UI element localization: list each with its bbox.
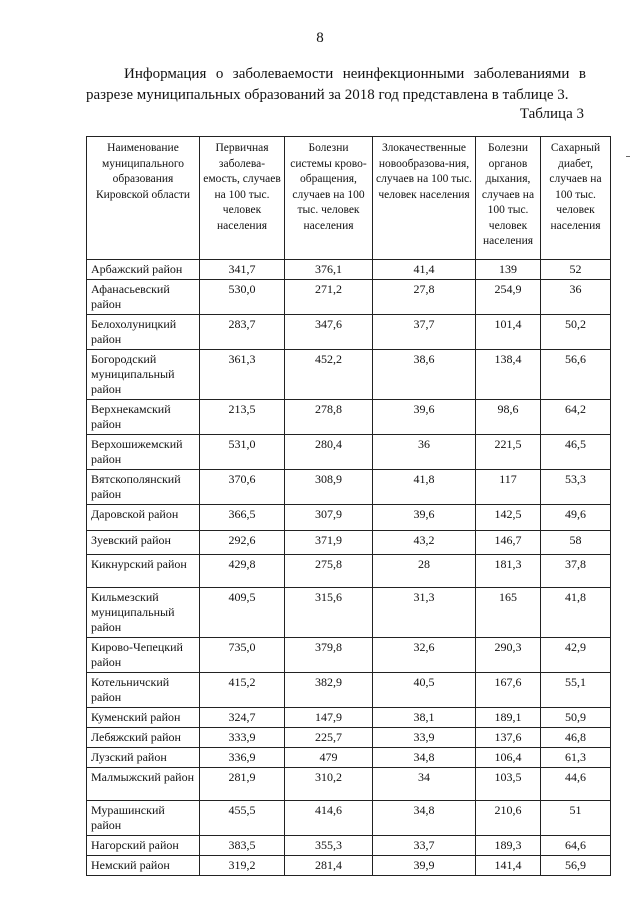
cell-neoplasms: 34,8 xyxy=(373,801,476,836)
cell-primary-morbidity: 283,7 xyxy=(200,315,285,350)
cell-municipality: Вятскополянский район xyxy=(87,470,200,505)
table-body xyxy=(87,260,611,876)
table-row xyxy=(87,801,611,836)
cell-municipality: Афанасьевский район xyxy=(87,280,200,315)
cell-municipality: Зуевский район xyxy=(87,531,200,555)
cell-circulatory: 307,9 xyxy=(285,505,373,531)
cell-primary-morbidity: 415,2 xyxy=(200,673,285,708)
table-row xyxy=(87,708,611,728)
table-row xyxy=(87,260,611,280)
cell-neoplasms: 36 xyxy=(373,435,476,470)
intro-paragraph: Информация о заболеваемости неинфекционными заболеваниями в разрезе муниципальных образований за 2018 год представлена в таблице 3. xyxy=(86,66,586,103)
cell-primary-morbidity: 531,0 xyxy=(200,435,285,470)
cell-municipality: Богородский муниципальный район xyxy=(87,350,200,400)
scan-mark xyxy=(626,156,630,157)
cell-municipality: Немский район xyxy=(87,856,200,876)
cell-municipality: Даровской район xyxy=(87,505,200,531)
cell-circulatory: 147,9 xyxy=(285,708,373,728)
cell-circulatory: 280,4 xyxy=(285,435,373,470)
cell-diabetes: 55,1 xyxy=(541,673,611,708)
cell-respiratory: 106,4 xyxy=(476,748,541,768)
table-label: Таблица 3 xyxy=(519,106,584,122)
cell-municipality: Лузский район xyxy=(87,748,200,768)
cell-diabetes: 58 xyxy=(541,531,611,555)
cell-primary-morbidity: 366,5 xyxy=(200,505,285,531)
header-respiratory: Болезни органов дыхания, случаев на 100 тыс. человек населения xyxy=(476,137,541,260)
cell-diabetes: 56,9 xyxy=(541,856,611,876)
cell-circulatory: 414,6 xyxy=(285,801,373,836)
cell-circulatory: 355,3 xyxy=(285,836,373,856)
cell-primary-morbidity: 361,3 xyxy=(200,350,285,400)
cell-primary-morbidity: 281,9 xyxy=(200,768,285,801)
cell-neoplasms: 27,8 xyxy=(373,280,476,315)
cell-primary-morbidity: 213,5 xyxy=(200,400,285,435)
cell-respiratory: 254,9 xyxy=(476,280,541,315)
cell-neoplasms: 39,6 xyxy=(373,505,476,531)
cell-diabetes: 52 xyxy=(541,260,611,280)
cell-primary-morbidity: 324,7 xyxy=(200,708,285,728)
cell-respiratory: 117 xyxy=(476,470,541,505)
cell-municipality: Мурашинский район xyxy=(87,801,200,836)
cell-neoplasms: 33,7 xyxy=(373,836,476,856)
cell-neoplasms: 34,8 xyxy=(373,748,476,768)
header-municipality: Наименование муниципального образования Кировской области xyxy=(87,137,200,260)
table-row xyxy=(87,748,611,768)
cell-primary-morbidity: 383,5 xyxy=(200,836,285,856)
cell-circulatory: 281,4 xyxy=(285,856,373,876)
cell-diabetes: 44,6 xyxy=(541,768,611,801)
cell-municipality: Малмыжский район xyxy=(87,768,200,801)
cell-primary-morbidity: 336,9 xyxy=(200,748,285,768)
cell-respiratory: 221,5 xyxy=(476,435,541,470)
cell-primary-morbidity: 530,0 xyxy=(200,280,285,315)
cell-municipality: Нагорский район xyxy=(87,836,200,856)
table-row xyxy=(87,400,611,435)
cell-respiratory: 142,5 xyxy=(476,505,541,531)
cell-neoplasms: 37,7 xyxy=(373,315,476,350)
cell-diabetes: 64,2 xyxy=(541,400,611,435)
cell-municipality: Котельничский район xyxy=(87,673,200,708)
cell-municipality: Белохолуницкий район xyxy=(87,315,200,350)
page-number: 8 xyxy=(316,30,324,46)
table-row xyxy=(87,768,611,801)
cell-respiratory: 146,7 xyxy=(476,531,541,555)
cell-diabetes: 50,2 xyxy=(541,315,611,350)
cell-neoplasms: 38,1 xyxy=(373,708,476,728)
cell-neoplasms: 41,8 xyxy=(373,470,476,505)
cell-respiratory: 101,4 xyxy=(476,315,541,350)
cell-respiratory: 138,4 xyxy=(476,350,541,400)
cell-diabetes: 46,5 xyxy=(541,435,611,470)
table-row xyxy=(87,280,611,315)
header-primary-morbidity: Первичная заболева-емость, случаев на 100 тыс. человек населения xyxy=(200,137,285,260)
cell-circulatory: 275,8 xyxy=(285,555,373,588)
cell-respiratory: 137,6 xyxy=(476,728,541,748)
cell-primary-morbidity: 341,7 xyxy=(200,260,285,280)
header-neoplasms: Злокачественные новообразова-ния, случаев на 100 тыс. человек населения xyxy=(373,137,476,260)
table-row xyxy=(87,728,611,748)
cell-diabetes: 49,6 xyxy=(541,505,611,531)
cell-primary-morbidity: 333,9 xyxy=(200,728,285,748)
table-row xyxy=(87,470,611,505)
cell-circulatory: 278,8 xyxy=(285,400,373,435)
cell-circulatory: 310,2 xyxy=(285,768,373,801)
cell-neoplasms: 33,9 xyxy=(373,728,476,748)
cell-circulatory: 315,6 xyxy=(285,588,373,638)
table-row xyxy=(87,856,611,876)
cell-municipality: Верхнекамский район xyxy=(87,400,200,435)
table-row xyxy=(87,588,611,638)
header-circulatory: Болезни системы крово-обращения, случаев на 100 тыс. человек населения xyxy=(285,137,373,260)
cell-circulatory: 379,8 xyxy=(285,638,373,673)
cell-respiratory: 141,4 xyxy=(476,856,541,876)
cell-diabetes: 61,3 xyxy=(541,748,611,768)
cell-circulatory: 376,1 xyxy=(285,260,373,280)
table-row xyxy=(87,315,611,350)
cell-respiratory: 210,6 xyxy=(476,801,541,836)
cell-primary-morbidity: 429,8 xyxy=(200,555,285,588)
table-row xyxy=(87,836,611,856)
cell-neoplasms: 38,6 xyxy=(373,350,476,400)
cell-neoplasms: 39,9 xyxy=(373,856,476,876)
cell-primary-morbidity: 319,2 xyxy=(200,856,285,876)
cell-diabetes: 51 xyxy=(541,801,611,836)
cell-circulatory: 308,9 xyxy=(285,470,373,505)
cell-respiratory: 139 xyxy=(476,260,541,280)
cell-circulatory: 371,9 xyxy=(285,531,373,555)
cell-neoplasms: 31,3 xyxy=(373,588,476,638)
cell-primary-morbidity: 370,6 xyxy=(200,470,285,505)
cell-municipality: Куменский район xyxy=(87,708,200,728)
table-row xyxy=(87,531,611,555)
cell-primary-morbidity: 292,6 xyxy=(200,531,285,555)
cell-diabetes: 42,9 xyxy=(541,638,611,673)
cell-circulatory: 382,9 xyxy=(285,673,373,708)
cell-diabetes: 36 xyxy=(541,280,611,315)
table-row xyxy=(87,505,611,531)
cell-municipality: Кикнурский район xyxy=(87,555,200,588)
cell-respiratory: 189,3 xyxy=(476,836,541,856)
cell-circulatory: 271,2 xyxy=(285,280,373,315)
cell-respiratory: 167,6 xyxy=(476,673,541,708)
cell-respiratory: 103,5 xyxy=(476,768,541,801)
cell-circulatory: 225,7 xyxy=(285,728,373,748)
cell-neoplasms: 41,4 xyxy=(373,260,476,280)
cell-respiratory: 181,3 xyxy=(476,555,541,588)
cell-neoplasms: 32,6 xyxy=(373,638,476,673)
table-row xyxy=(87,673,611,708)
table-row xyxy=(87,555,611,588)
cell-circulatory: 479 xyxy=(285,748,373,768)
cell-diabetes: 53,3 xyxy=(541,470,611,505)
cell-diabetes: 64,6 xyxy=(541,836,611,856)
cell-respiratory: 98,6 xyxy=(476,400,541,435)
cell-municipality: Арбажский район xyxy=(87,260,200,280)
table-header-row xyxy=(87,137,611,260)
cell-diabetes: 50,9 xyxy=(541,708,611,728)
cell-neoplasms: 39,6 xyxy=(373,400,476,435)
cell-municipality: Кильмезский муниципальный район xyxy=(87,588,200,638)
cell-neoplasms: 28 xyxy=(373,555,476,588)
cell-circulatory: 452,2 xyxy=(285,350,373,400)
cell-municipality: Кирово-Чепецкий район xyxy=(87,638,200,673)
cell-municipality: Верхошижемский район xyxy=(87,435,200,470)
cell-circulatory: 347,6 xyxy=(285,315,373,350)
cell-primary-morbidity: 455,5 xyxy=(200,801,285,836)
cell-diabetes: 41,8 xyxy=(541,588,611,638)
cell-diabetes: 37,8 xyxy=(541,555,611,588)
cell-diabetes: 46,8 xyxy=(541,728,611,748)
table-row xyxy=(87,638,611,673)
morbidity-table xyxy=(86,136,611,876)
cell-respiratory: 290,3 xyxy=(476,638,541,673)
cell-primary-morbidity: 735,0 xyxy=(200,638,285,673)
cell-neoplasms: 40,5 xyxy=(373,673,476,708)
cell-respiratory: 189,1 xyxy=(476,708,541,728)
cell-primary-morbidity: 409,5 xyxy=(200,588,285,638)
cell-municipality: Лебяжский район xyxy=(87,728,200,748)
cell-diabetes: 56,6 xyxy=(541,350,611,400)
cell-respiratory: 165 xyxy=(476,588,541,638)
table-row xyxy=(87,350,611,400)
cell-neoplasms: 34 xyxy=(373,768,476,801)
cell-neoplasms: 43,2 xyxy=(373,531,476,555)
header-diabetes: Сахарный диабет, случаев на 100 тыс. человек населения xyxy=(541,137,611,260)
table-row xyxy=(87,435,611,470)
